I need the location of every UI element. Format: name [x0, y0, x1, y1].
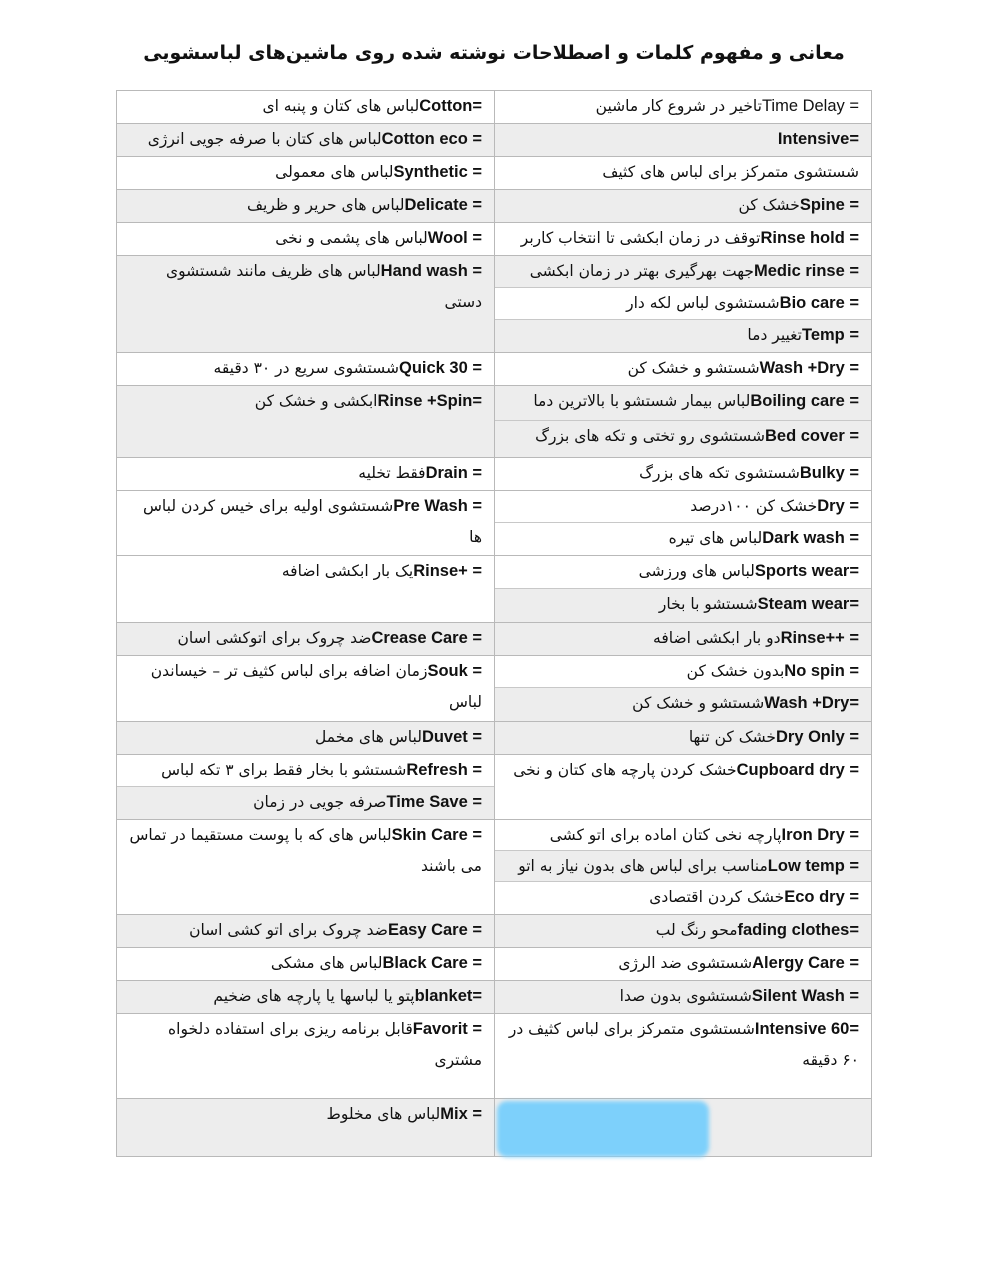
term-entry: [495, 589, 871, 622]
table-row: [117, 190, 871, 223]
english-term: Silent Wash =: [751, 987, 859, 1005]
term-entry: [495, 688, 871, 721]
english-term: Alergy Care =: [752, 954, 859, 972]
english-term: Steam wear=: [757, 595, 859, 613]
term-cell-left: [117, 722, 494, 754]
table-row: [117, 623, 871, 656]
term-text: [117, 386, 494, 417]
persian-meaning: لباس های مشکی: [270, 954, 383, 972]
english-term: Mix =: [440, 1105, 482, 1123]
term-entry: [117, 91, 494, 122]
term-entry: [495, 353, 871, 384]
term-cell-left: [117, 948, 494, 980]
term-text: [117, 256, 494, 318]
term-text: [495, 820, 871, 851]
term-entry: [495, 157, 871, 188]
persian-meaning: دو بار ابکشی اضافه: [653, 629, 781, 647]
persian-meaning: ابکشی و خشک کن: [254, 392, 378, 410]
term-entry: [117, 623, 494, 654]
term-cell-right: [494, 256, 871, 352]
english-term: Favorit =: [412, 1020, 482, 1038]
term-text: [495, 589, 871, 620]
english-term: Bulky =: [799, 464, 859, 482]
table-row: [117, 755, 871, 820]
term-cell-left: [117, 491, 494, 555]
table-row: [117, 915, 871, 948]
table-row: [117, 256, 871, 353]
english-term: Intensive=: [777, 130, 859, 148]
term-cell-left: [117, 256, 494, 352]
term-text: [495, 353, 871, 384]
persian-meaning: لباس های کتان و پنبه ای: [262, 97, 420, 115]
term-text: [495, 491, 871, 522]
term-entry: [117, 915, 494, 946]
term-entry: [495, 851, 871, 882]
term-cell-right: [494, 623, 871, 655]
term-text: [495, 157, 871, 188]
english-term: Low temp =: [767, 857, 859, 875]
term-cell-left: [117, 353, 494, 385]
term-cell-right: [494, 722, 871, 754]
term-entry: [495, 915, 871, 946]
term-entry: [495, 623, 871, 654]
term-text: [117, 915, 494, 946]
term-text: [495, 948, 871, 979]
term-entry: [495, 320, 871, 352]
term-entry: [495, 656, 871, 688]
term-cell-right: [494, 755, 871, 819]
term-text: [495, 851, 871, 882]
table-row: [117, 223, 871, 256]
term-text: [117, 656, 494, 718]
term-cell-right: [494, 124, 871, 156]
table-row: [117, 386, 871, 458]
term-cell-right: [494, 656, 871, 721]
persian-meaning: جهت بهرگیری بهتر در زمان ابکشی: [529, 262, 754, 280]
english-term: Skin Care =: [391, 826, 482, 844]
english-term: fading clothes=: [737, 921, 859, 939]
term-cell-left: [117, 1014, 494, 1098]
term-cell-right: [494, 820, 871, 914]
term-cell-left: [117, 386, 494, 457]
persian-meaning: لباس های معمولی: [275, 163, 394, 181]
term-cell-right: [494, 556, 871, 622]
term-cell-left: [117, 1099, 494, 1156]
term-entry: [495, 124, 871, 155]
term-entry: [495, 190, 871, 221]
term-cell-left: [117, 915, 494, 947]
english-term: No spin =: [784, 662, 859, 680]
term-cell-right: [494, 157, 871, 189]
english-term: Delicate =: [404, 196, 482, 214]
term-text: [495, 722, 871, 753]
term-cell-left: [117, 623, 494, 655]
term-entry: [117, 386, 494, 417]
term-entry: [495, 421, 871, 457]
english-term: Cotton=: [419, 97, 482, 115]
english-term: Quick 30 =: [398, 359, 482, 377]
term-cell-right: [494, 1014, 871, 1098]
table-row: [117, 820, 871, 915]
term-text: [495, 458, 871, 489]
term-entry: [495, 1099, 871, 1156]
term-entry: [117, 948, 494, 979]
term-entry: [117, 755, 494, 787]
term-entry: [117, 1099, 494, 1130]
term-text: [117, 157, 494, 188]
term-text: [117, 948, 494, 979]
persian-meaning: شستشو و خشک کن: [632, 694, 765, 712]
page-title: معانی و مفهوم کلمات و اصطلاحات نوشته شده روی ماشین‌های لباسشویی: [143, 42, 845, 64]
term-text: [117, 820, 494, 882]
term-entry: [117, 1014, 494, 1076]
persian-meaning: خشک کردن اقتصادی: [649, 888, 785, 906]
term-text: [117, 787, 494, 818]
term-text: [495, 755, 871, 786]
persian-meaning: لباس های مخلوط: [326, 1105, 441, 1123]
term-text: [495, 623, 871, 654]
english-term: Spine =: [799, 196, 859, 214]
term-cell-left: [117, 91, 494, 123]
term-cell-left: [117, 820, 494, 914]
english-term: Boiling care =: [750, 392, 859, 410]
english-term: Dark wash =: [762, 529, 859, 547]
english-term: Dry =: [817, 497, 859, 515]
term-entry: [495, 882, 871, 914]
persian-meaning: شستشوی سریع در ۳۰ دقیقه: [213, 359, 399, 377]
term-entry: [117, 981, 494, 1012]
table-row: [117, 722, 871, 755]
term-text: [495, 688, 871, 719]
persian-meaning: شستشو با بخار فقط برای ۳ تکه لباس: [161, 761, 407, 779]
term-cell-right: [494, 223, 871, 255]
term-cell-right: [494, 386, 871, 457]
persian-meaning: یک بار ابکشی اضافه: [281, 562, 414, 580]
table-row: [117, 981, 871, 1014]
term-entry: [117, 223, 494, 254]
table-row: [117, 1014, 871, 1099]
table-row: [117, 353, 871, 386]
table-row: [117, 948, 871, 981]
term-entry: [117, 458, 494, 489]
term-entry: [117, 256, 494, 318]
english-term: Sports wear=: [754, 562, 859, 580]
term-text: [117, 755, 494, 786]
term-text: [495, 1014, 871, 1076]
persian-meaning: پتو یا لباسها یا پارچه های ضخیم: [213, 987, 415, 1005]
persian-meaning: بدون خشک کن: [686, 662, 785, 680]
persian-meaning: لباس های کتان با صرفه جویی انرژی: [147, 130, 382, 148]
term-text: [117, 623, 494, 654]
persian-meaning: فقط تخلیه: [358, 464, 426, 482]
term-entry: [117, 157, 494, 188]
term-entry: [495, 523, 871, 555]
persian-meaning: خشک کن تنها: [688, 728, 776, 746]
term-cell-left: [117, 458, 494, 490]
term-entry: [117, 820, 494, 882]
term-text: [495, 223, 871, 254]
term-cell-left: [117, 755, 494, 819]
persian-meaning: تغییر دما: [747, 326, 802, 344]
term-entry: [117, 656, 494, 718]
term-entry: [495, 91, 871, 122]
term-cell-left: [117, 556, 494, 622]
persian-meaning: لباس های ورزشی: [638, 562, 755, 580]
persian-meaning: لباس بیمار شستشو با بالاترین دما: [533, 392, 751, 410]
english-term: Drain =: [425, 464, 482, 482]
persian-meaning: لباس های حریر و ظریف: [246, 196, 405, 214]
persian-meaning: شستشوی لباس لکه دار: [626, 294, 780, 312]
term-cell-right: [494, 491, 871, 555]
persian-meaning: شستشوی اولیه برای خیس کردن لباس ها: [143, 497, 482, 546]
persian-meaning: لباس های که با پوست مستقیما در تماس می باشند: [129, 826, 482, 875]
term-text: [495, 190, 871, 221]
persian-meaning: خشک کن ۱۰۰درصد: [690, 497, 818, 515]
persian-meaning: شستشو با بخار: [658, 595, 758, 613]
english-term: Rinse++ =: [780, 629, 859, 647]
table-row: [117, 91, 871, 124]
english-term: Bio care =: [779, 294, 859, 312]
term-text: [117, 190, 494, 221]
english-term: Medic rinse =: [753, 262, 859, 280]
term-cell-right: [494, 353, 871, 385]
table-row: [117, 491, 871, 556]
term-text: [117, 1099, 494, 1130]
english-term: Time Delay =: [761, 97, 859, 115]
term-text: [117, 223, 494, 254]
term-entry: [495, 820, 871, 851]
persian-meaning: لباس های مخمل: [315, 728, 422, 746]
english-term: Wash +Dry =: [759, 359, 859, 377]
term-text: [117, 1014, 494, 1076]
term-entry: [495, 948, 871, 979]
term-text: [495, 523, 871, 554]
term-text: [495, 124, 871, 155]
english-term: Easy Care =: [387, 921, 482, 939]
term-cell-right: [494, 1099, 871, 1156]
english-term: Pre Wash =: [393, 497, 482, 515]
english-term: Rinse +Spin=: [377, 392, 482, 410]
term-entry: [495, 256, 871, 288]
persian-meaning: خشک کن: [738, 196, 800, 214]
term-text: [117, 722, 494, 753]
english-term: Eco dry =: [784, 888, 859, 906]
english-term: Rinse hold =: [760, 229, 859, 247]
term-text: [117, 556, 494, 587]
term-entry: [117, 353, 494, 384]
persian-meaning: شستشوی ضد الرژی: [618, 954, 753, 972]
term-cell-right: [494, 458, 871, 490]
persian-meaning: پارچه نخی کتان اماده برای اتو کشی: [549, 826, 782, 844]
persian-meaning: شستشوی رو تختی و تکه های بزرگ: [535, 427, 765, 445]
english-term: Synthetic =: [393, 163, 482, 181]
term-text: [495, 882, 871, 913]
term-text: [495, 656, 871, 687]
english-term: Cupboard dry =: [736, 761, 859, 779]
persian-meaning: ضد چروک برای اتو کشی اسان: [189, 921, 388, 939]
english-term: Wash +Dry=: [764, 694, 859, 712]
table-row: [117, 556, 871, 623]
english-term: blanket=: [414, 987, 482, 1005]
persian-meaning: زمان اضافه برای لباس کثیف تر – خیساندن لباس: [150, 662, 482, 711]
english-term: Hand wash =: [380, 262, 482, 280]
term-cell-left: [117, 981, 494, 1013]
persian-meaning: شستشوی بدون صدا: [619, 987, 752, 1005]
term-entry: [117, 556, 494, 587]
persian-meaning: لباس های ظریف مانند شستشوی دستی: [166, 262, 482, 311]
term-text: [117, 353, 494, 384]
persian-meaning: شستشوی متمرکز برای لباس های کثیف: [602, 163, 859, 181]
term-cell-right: [494, 915, 871, 947]
english-term: Cotton eco =: [381, 130, 482, 148]
term-text: [495, 981, 871, 1012]
term-cell-left: [117, 223, 494, 255]
term-text: [495, 91, 871, 122]
persian-meaning: مناسب برای لباس های بدون نیاز به اتو: [518, 857, 768, 875]
persian-meaning: لباس های پشمی و نخی: [275, 229, 428, 247]
english-term: Temp =: [801, 326, 859, 344]
term-text: [495, 288, 871, 319]
table-row: [117, 1099, 871, 1156]
english-term: Time Save =: [386, 793, 482, 811]
english-term: Rinse+ =: [413, 562, 482, 580]
term-entry: [117, 124, 494, 155]
term-text: [117, 491, 494, 553]
persian-meaning: تاخیر در شروع کار ماشین: [595, 97, 762, 115]
term-cell-right: [494, 91, 871, 123]
term-cell-right: [494, 948, 871, 980]
term-text: [495, 320, 871, 351]
term-cell-left: [117, 190, 494, 222]
english-term: Dry Only =: [776, 728, 859, 746]
term-text: [117, 124, 494, 155]
term-text: [495, 421, 871, 452]
table-row: [117, 458, 871, 491]
persian-meaning: قابل برنامه ریزی برای استفاده دلخواه مشتری: [168, 1020, 482, 1069]
english-term: Souk =: [427, 662, 482, 680]
term-cell-left: [117, 157, 494, 189]
english-term: Refresh =: [406, 761, 482, 779]
table-row: [117, 157, 871, 190]
term-entry: [495, 458, 871, 489]
persian-meaning: صرفه جویی در زمان: [253, 793, 387, 811]
term-entry: [495, 288, 871, 320]
term-text: [117, 91, 494, 122]
term-entry: [495, 722, 871, 753]
persian-meaning: خشک کردن پارچه های کتان و نخی: [513, 761, 737, 779]
english-term: Intensive 60=: [754, 1020, 859, 1038]
term-text: [495, 386, 871, 417]
english-term: Iron Dry =: [781, 826, 859, 844]
term-text: [117, 981, 494, 1012]
persian-meaning: شستشوی تکه های بزرگ: [639, 464, 800, 482]
term-entry: [495, 491, 871, 523]
term-entry: [495, 386, 871, 421]
term-entry: [495, 1014, 871, 1076]
term-text: [495, 256, 871, 287]
persian-meaning: محو رنگ لب: [655, 921, 738, 939]
terms-table: [116, 90, 872, 1157]
term-entry: [117, 722, 494, 753]
term-cell-right: [494, 190, 871, 222]
term-entry: [495, 223, 871, 254]
persian-meaning: لباس های تیره: [668, 529, 763, 547]
english-term: Crease Care =: [371, 629, 482, 647]
term-text: [495, 556, 871, 587]
term-cell-left: [117, 656, 494, 721]
persian-meaning: توقف در زمان ابکشی تا انتخاب کاربر: [520, 229, 761, 247]
term-cell-right: [494, 981, 871, 1013]
term-entry: [117, 190, 494, 221]
term-text: [495, 915, 871, 946]
english-term: Wool =: [427, 229, 482, 247]
term-text: [117, 458, 494, 489]
term-entry: [117, 491, 494, 553]
term-entry: [495, 556, 871, 589]
term-entry: [495, 981, 871, 1012]
english-term: Bed cover =: [764, 427, 859, 445]
persian-meaning: شستشوی متمرکز برای لباس کثیف در ۶۰ دقیقه: [508, 1020, 859, 1069]
persian-meaning: شستشو و خشک کن: [627, 359, 760, 377]
redaction-blur: [497, 1101, 709, 1157]
table-row: [117, 124, 871, 157]
english-term: Duvet =: [421, 728, 482, 746]
term-cell-left: [117, 124, 494, 156]
term-entry: [117, 787, 494, 819]
english-term: Black Care =: [382, 954, 482, 972]
table-row: [117, 656, 871, 722]
persian-meaning: ضد چروک برای اتوکشی اسان: [177, 629, 372, 647]
term-entry: [495, 755, 871, 786]
